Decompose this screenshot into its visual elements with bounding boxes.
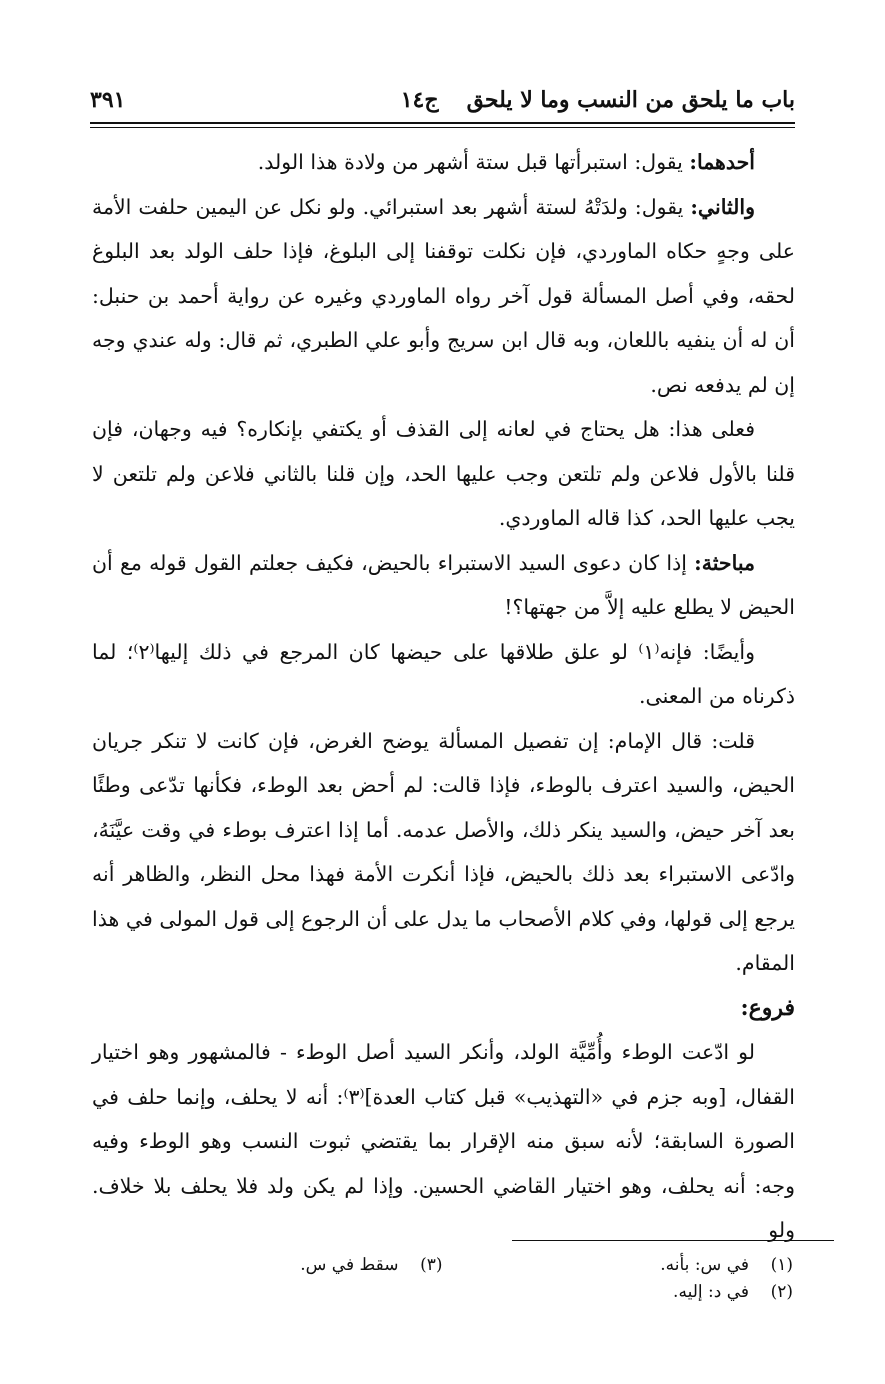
footnote-text: سقط في س.	[300, 1255, 399, 1275]
paragraph-text: فعلى هذا: هل يحتاج في لعانه إلى القذف أو يكتفي بإنكاره؟ فيه وجهان، فإن قلنا بالأول فلاعن ولم تلتعن وجب عليها الحد، وإن قلنا بالثاني فلاعن ولم تلتعن لا يجب عليها الحد، كذا قاله الماوردي.	[92, 417, 795, 530]
footnote	[443, 1279, 794, 1306]
page-number: ٣٩١	[90, 87, 126, 113]
paragraph-text: قلت: قال الإمام: إن تفصيل المسألة يوضح الغرض، فإن كانت لا تنكر جريان الحيض، والسيد اعترف بالوطء، فإذا قالت: لم أحض بعد الوطء، فكأنها تدّعى وطئًا بعد آخر حيض، والسيد ينكر ذلك، والأصل عدمه. أما إذا اعترف بوطء في وقت عيَّنَهُ، وادّعى الاستبراء بعد ذلك بالحيض، فإذا أنكرت الأمة فهذا محل النظر، والظاهر أنه يرجع إلى قولها، وفي كلام الأصحاب ما يدل على أن الرجوع إلى قول المولى في هذا المقام.	[92, 728, 795, 975]
volume-label: ج١٤	[400, 87, 439, 113]
paragraph	[92, 719, 795, 986]
paragraph	[92, 630, 795, 719]
paragraph-text: وأيضًا: فإنه⁽١⁾ لو علق طلاقها على حيضها كان المرجع في ذلك إليها⁽٢⁾؛ لما ذكرناه من المعنى.	[92, 639, 795, 708]
section-heading: فروع:	[740, 994, 795, 1021]
paragraph-lead: أحدهما:	[689, 150, 755, 174]
footnote-row	[92, 1252, 793, 1279]
header-title-group	[401, 87, 795, 113]
footnote-number: (١)	[770, 1255, 793, 1275]
footnotes	[92, 1252, 793, 1306]
main-text	[92, 140, 795, 1253]
chapter-title: باب ما يلحق من النسب وما لا يلحق	[466, 87, 795, 113]
footnote-text: في س: بأنه.	[660, 1255, 749, 1275]
paragraph	[92, 541, 795, 630]
paragraph	[92, 140, 795, 185]
footnote-number: (٢)	[770, 1282, 793, 1302]
footnote-number: (٣)	[420, 1255, 443, 1275]
footnote-rule	[512, 1240, 834, 1241]
footnote	[92, 1252, 443, 1279]
header-rule-thick	[90, 122, 795, 124]
paragraph-text: لو ادّعت الوطء وأُمِّيَّة الولد، وأنكر السيد أصل الوطء - فالمشهور وهو اختيار القفال، [وبه جزم في «التهذيب» قبل كتاب العدة]⁽٣⁾: أنه لا يحلف، وإنما حلف في الصورة السابقة؛ لأنه سبق منه الإقرار بما يقتضي ثبوت النسب وهو الوطء وفيه وجه: أنه يحلف، وهو اختيار القاضي الحسين. وإذا لم يكن ولد فلا يحلف بلا خلاف. ولو	[92, 1040, 795, 1242]
paragraph-text: يقول: استبرأتها قبل ستة أشهر من ولادة هذا الولد.	[257, 150, 690, 174]
footnote-row	[92, 1279, 793, 1306]
header-rule-thin	[90, 127, 795, 128]
paragraph-lead: مباحثة:	[694, 550, 755, 575]
footnote	[443, 1252, 794, 1279]
running-header	[90, 82, 795, 118]
paragraph	[92, 407, 795, 541]
footnote-text: في د: إليه.	[673, 1282, 749, 1302]
paragraph-lead: والثاني:	[690, 194, 755, 219]
paragraph	[92, 1030, 795, 1253]
paragraph-text: إذا كان دعوى السيد الاستبراء بالحيض، فكيف جعلتم القول قوله مع أن الحيض لا يطلع عليه إلاَّ من جهتها؟!	[92, 550, 795, 619]
paragraph	[92, 185, 795, 408]
paragraph-text: يقول: ولدَتْهُ لستة أشهر بعد استبرائي. ولو نكل عن اليمين حلفت الأمة على وجهٍ حكاه الماوردي، فإن نكلت توقفنا إلى البلوغ، فإذا حلف الولد بعد البلوغ لحقه، وفي أصل المسألة قول آخر رواه الماوردي وغيره عن رواية أحمد بن حنبل: أن له أن ينفيه باللعان، وبه قال ابن سريج وأبو علي الطبري، ثم قال: وله عندي وجه إن لم يدفعه نص.	[92, 194, 795, 397]
